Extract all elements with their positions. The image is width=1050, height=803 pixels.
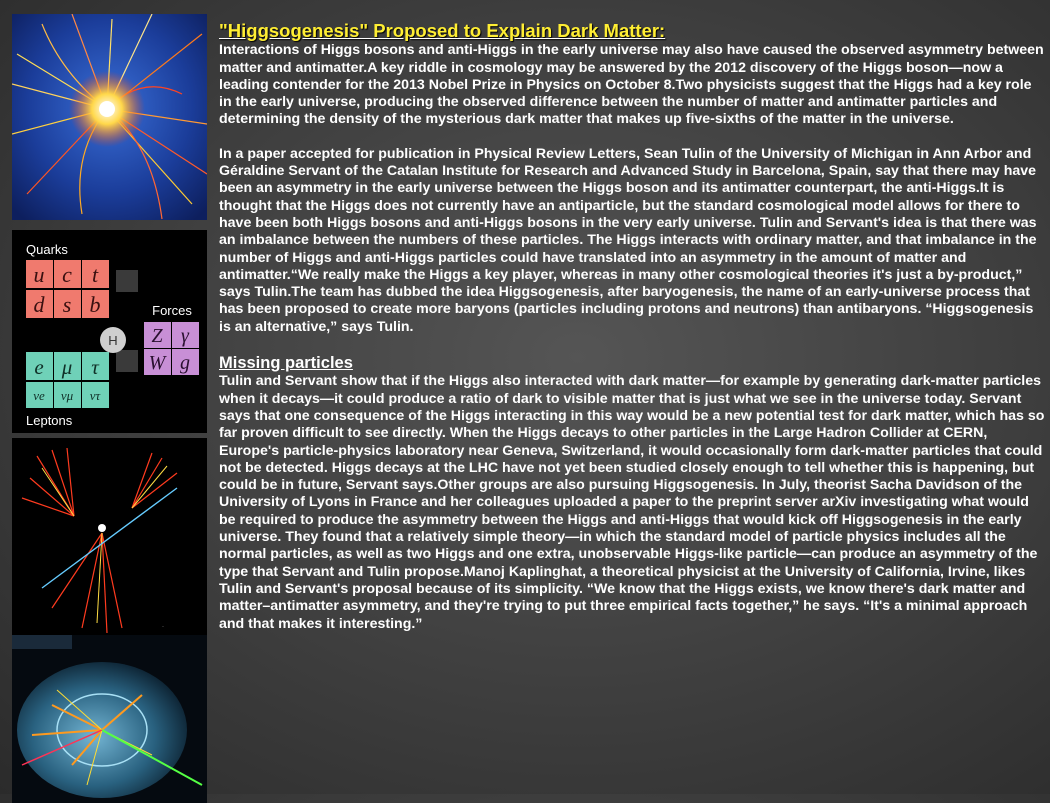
article-title: "Higgsogenesis" Proposed to Explain Dark Matter: (219, 20, 666, 41)
force-z: Z (151, 325, 163, 347)
quark-s: s (62, 292, 72, 317)
leptons-label: Leptons (26, 413, 73, 428)
quark-d: d (33, 292, 45, 317)
detector-event-display-icon (12, 635, 207, 803)
article-paragraph-1: Interactions of Higgs bosons and anti-Higgs in the early universe may also have caused the observed asymmetry between matter and antimatter.A key riddle in cosmology may be answered by the 2012 discovery of the Higgs boson—now a leading contender for the 2013 Nobel Prize in Physics on October 8.Two physicists suggest that the Higgs had a key role in the early universe, producing the observed difference between the number of matter and antimatter particles and determining the density of the mysterious dark matter that makes up five-sixths of the matter in the universe. (219, 42, 1044, 128)
article-paragraph-3: Tulin and Servant show that if the Higgs also interacted with dark matter—for example by generating dark-matter particles when it decays—it could produce a ratio of dark to visible matter that is just what we see in the universe today. Servant says that one consequence of the Higgs interacting in this way would be a new potential test for dark matter, which has so far proven difficult to see directly. When the Higgs decays to other particles in the Large Hadron Collider at CERN, Europe's particle-physics laboratory near Geneva, Switzerland, it would occasionally form dark-matter particles that could not be detected. Higgs decays at the LHC have not yet been studied closely enough to tell whether this is happening, but could be in future, Servant says.Other groups are also pursuing Higgsogenesis. In July, theorist Sacha Davidson of the University of Lyons in France and her colleagues uploaded a paper to the preprint server arXiv investigating what would be required to produce the asymmetry between the Higgs and anti-Higgs that would kick off Higgsogenesis in the early universe. They found that a relatively simple theory—in which the standard model of particle physics includes all the normal particles, as well as two Higgs and one extra, unobservable Higgs-like particle—can produce an asymmetry of the type that Servant and Tulin propose.Manoj Kaplinghat, a theoretical physicist at the University of California, Irvine, likes Tulin and Servant's proposal because of its simplicity. “We know that the Higgs exists, we know there's dark matter and matter–antimatter asymmetry, and they're trying to put three empirical facts together,” he says. “It's a minimal approach and that makes it interesting.” (219, 373, 1045, 632)
standard-model-chart (12, 230, 207, 433)
svg-text:·: · (162, 624, 164, 630)
jets-image (12, 438, 207, 638)
quark-b: b (89, 292, 101, 317)
missing-particles-section (219, 352, 1045, 633)
lepton-nu-mu: νμ (60, 388, 74, 403)
section-heading: Missing particles (219, 354, 353, 373)
force-w: W (148, 352, 166, 374)
lepton-e: e (34, 355, 44, 379)
particle-jets-event-icon (12, 438, 207, 638)
force-gamma: γ (181, 325, 189, 347)
force-g: g (180, 352, 190, 374)
forces-label: Forces (152, 303, 192, 318)
article (219, 20, 1045, 633)
collision-image (12, 14, 207, 220)
quark-t: t (91, 262, 99, 287)
particle-collision-event-icon (12, 14, 207, 220)
detector-image (12, 635, 207, 803)
quarks-label: Quarks (26, 242, 68, 257)
quark-u: u (33, 262, 45, 287)
lepton-mu: μ (61, 355, 73, 379)
standard-model-image (12, 230, 207, 433)
lepton-nu-e: νe (33, 388, 45, 403)
quark-c: c (62, 262, 72, 287)
higgs-label: H (108, 333, 118, 348)
lepton-nu-tau: ντ (89, 388, 101, 403)
lepton-tau: τ (91, 355, 99, 379)
article-paragraph-2: In a paper accepted for publication in Physical Review Letters, Sean Tulin of the University of Michigan in Ann Arbor and Géraldine Servant of the Catalan Institute for Research and Advanced Study in Barcelona, Spain, say that there may have been an asymmetry in the early universe between the Higgs boson and its antimatter counterpart, the anti-Higgs.It is thought that the Higgs does not currently have an antiparticle, but the standard cosmological model allows for there to have been both Higgs bosons and anti-Higgs bosons in the very early universe. Tulin and Servant's idea is that there was an imbalance between the numbers of these particles. The Higgs interacts with ordinary matter, and that imbalance in the number of Higgs and anti-Higgs particles could have translated into an asymmetry in the amount of matter and antimatter.“We really make the Higgs a key player, whereas in many other cosmological theories it's just a by-product,” says Tulin.The team has dubbed the idea Higgsogenesis, after baryogenesis, the name of an early-universe process that has been proposed to create more baryons (particles including protons and neutrons) than antibaryons. “Higgsogenesis is an alternative,” says Tulin. (219, 145, 1037, 335)
